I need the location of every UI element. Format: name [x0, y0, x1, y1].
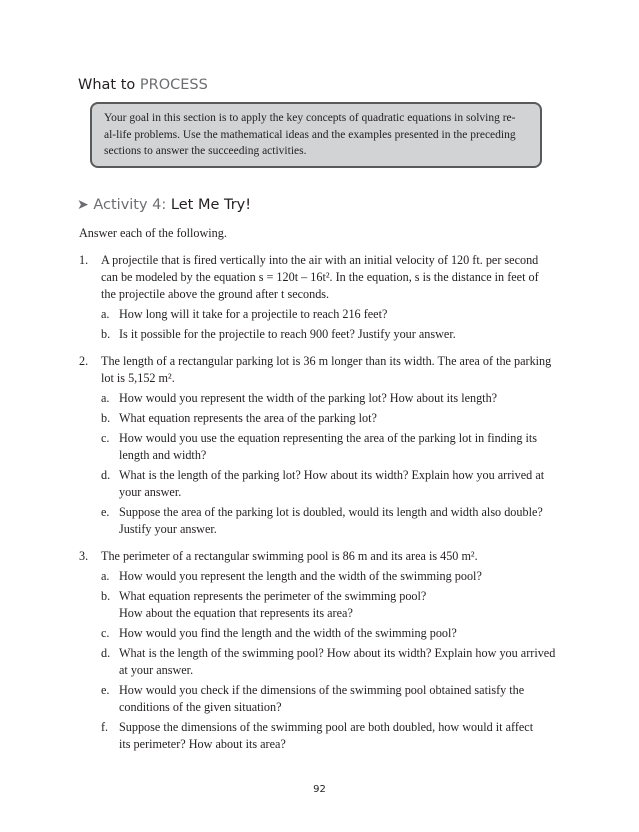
sub-question [101, 430, 561, 464]
problem-number: 1. [79, 253, 89, 267]
sub-line: How would you represent the length and the width of the swimming pool? [119, 569, 482, 583]
problem-text [101, 252, 561, 303]
problem-2 [79, 353, 561, 538]
sub-line: conditions of the given situation? [119, 700, 282, 714]
sub-letter: c. [101, 431, 110, 445]
sub-line: Suppose the area of the parking lot is doubled, would its length and width also double? [119, 505, 543, 519]
sub-line: How would you represent the width of the parking lot? How about its length? [119, 391, 498, 405]
sub-question [101, 390, 561, 407]
sub-line: Suppose the dimensions of the swimming pool are both doubled, how would it affect [119, 720, 534, 734]
sub-question [101, 306, 561, 323]
sub-letter: d. [101, 468, 111, 482]
sub-question [101, 504, 561, 538]
sub-line: How would you find the length and the width of the swimming pool? [119, 626, 457, 640]
activity-name: Let Me Try! [170, 197, 252, 213]
heading-prefix: What to [78, 77, 140, 93]
goal-line: sections to answer the succeeding activities. [104, 145, 307, 157]
goal-line: al-life problems. Use the mathematical ideas and the examples presented in the preceding [104, 128, 516, 141]
problem-number: 3. [79, 549, 89, 563]
sub-line: How long will it take for a projectile to reach 216 feet? [119, 307, 388, 321]
sub-letter: a. [101, 391, 110, 405]
problem-line: can be modeled by the equation s = 120t – 16t². In the equation, s is the distance in feet of [101, 270, 539, 284]
sub-line: length and width? [119, 448, 207, 462]
sub-letter: a. [101, 307, 110, 321]
problem-1 [79, 252, 561, 343]
problem-line: A projectile that is fired vertically into the air with an initial velocity of 120 ft. per second [101, 253, 539, 267]
sub-line: Is it possible for the projectile to reach 900 feet? Justify your answer. [119, 327, 456, 341]
section-heading [78, 77, 208, 93]
heading-accent: PROCESS [139, 77, 208, 93]
sub-line: What equation represents the area of the parking lot? [119, 411, 377, 425]
sub-line: What is the length of the parking lot? How about its width? Explain how you arrived at [119, 468, 545, 482]
problem-line: The perimeter of a rectangular swimming pool is 86 m and its area is 450 m². [101, 549, 478, 563]
problem-text [101, 353, 561, 387]
sub-question [101, 625, 561, 642]
goal-line: Your goal in this section is to apply the key concepts of quadratic equations in solving re- [104, 112, 516, 124]
sub-question [101, 645, 561, 679]
sub-question [101, 410, 561, 427]
sub-letter: b. [101, 411, 111, 425]
sub-question [101, 719, 561, 753]
sub-letter: e. [101, 505, 110, 519]
sub-letter: b. [101, 327, 111, 341]
sub-line: How would you check if the dimensions of the swimming pool obtained satisfy the [119, 683, 525, 697]
sub-line: its perimeter? How about its area? [119, 737, 286, 751]
instructions: Answer each of the following. [79, 226, 227, 240]
problem-line: lot is 5,152 m². [101, 371, 175, 385]
arrow-icon: ➤ [77, 197, 89, 213]
sub-letter: e. [101, 683, 110, 697]
activity-title [77, 197, 251, 213]
sub-question [101, 467, 561, 501]
sub-letter: b. [101, 589, 111, 603]
sub-line: Justify your answer. [119, 522, 217, 536]
sub-question [101, 682, 561, 716]
sub-question [101, 568, 561, 585]
goal-box [90, 102, 542, 168]
sub-question [101, 326, 561, 343]
problem-line: The length of a rectangular parking lot is 36 m longer than its width. The area of the parking [101, 354, 552, 368]
sub-letter: c. [101, 626, 110, 640]
sub-line: What equation represents the perimeter of the swimming pool? [119, 589, 427, 603]
sub-letter: f. [101, 720, 109, 734]
sub-line: How would you use the equation representing the area of the parking lot in finding its [119, 431, 537, 445]
sub-letter: d. [101, 646, 111, 660]
sub-line: What is the length of the swimming pool? How about its width? Explain how you arrived [119, 646, 556, 660]
problem-number: 2. [79, 354, 89, 368]
activity-label: Activity 4: [93, 197, 167, 213]
sub-letter: a. [101, 569, 110, 583]
sub-line: How about the equation that represents its area? [119, 606, 353, 620]
sub-line: your answer. [119, 485, 182, 499]
problem-text [101, 548, 561, 565]
sub-question [101, 588, 561, 622]
page-number: 92 [313, 784, 326, 795]
problem-line: the projectile above the ground after t seconds. [101, 287, 330, 301]
activity-content [79, 225, 561, 763]
problem-3 [79, 548, 561, 753]
sub-line: at your answer. [119, 663, 194, 677]
